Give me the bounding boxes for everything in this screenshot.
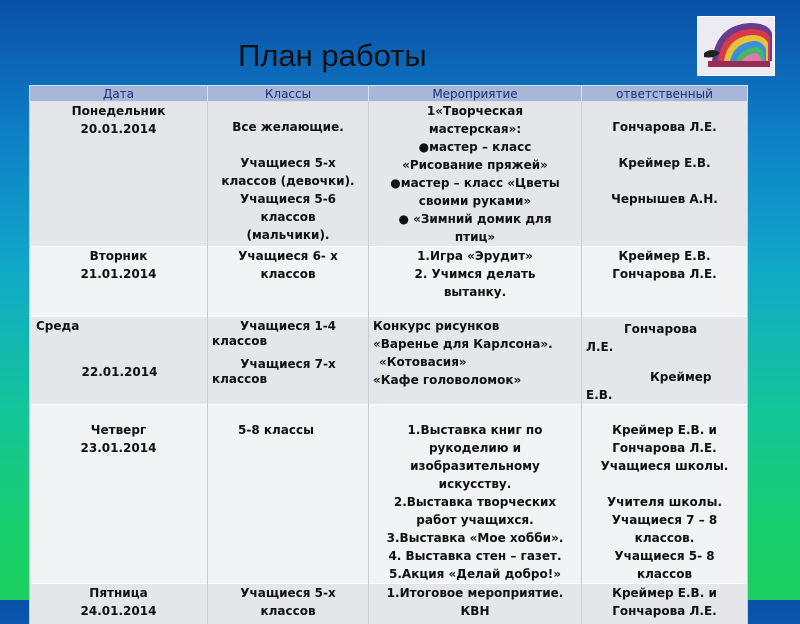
day-name: Четверг bbox=[90, 423, 147, 437]
event-cell bbox=[369, 584, 582, 624]
cell-line: Учащиеся 7 – 8 bbox=[611, 513, 718, 527]
cell-line: Чернышев А.Н. bbox=[611, 192, 718, 206]
cell-line: «Кафе головоломок» bbox=[373, 373, 522, 387]
cell-line: мастерская»: bbox=[428, 122, 522, 136]
cell-line: Креймер Е.В. bbox=[618, 156, 711, 170]
cell-line: 5-8 классы bbox=[238, 423, 314, 437]
header-responsible: ответственный bbox=[582, 86, 748, 102]
date-value: 21.01.2014 bbox=[80, 267, 157, 281]
classes-cell bbox=[208, 405, 369, 584]
cell-line: (мальчики). bbox=[246, 228, 330, 242]
day-name: Вторник bbox=[89, 249, 148, 263]
header-classes: Классы bbox=[208, 86, 369, 102]
cell-line: Гончарова Л.Е. bbox=[612, 604, 717, 618]
cell-line: классов bbox=[260, 604, 316, 618]
cell-line: классов (девочки). bbox=[221, 174, 355, 188]
date-cell bbox=[30, 102, 208, 247]
event-cell bbox=[369, 405, 582, 584]
classes-cell bbox=[208, 584, 369, 624]
cell-line: «Варенье для Карлсона». bbox=[373, 337, 553, 351]
date-value: 20.01.2014 bbox=[80, 122, 157, 136]
cell-line: 1«Творческая bbox=[426, 104, 524, 118]
cell-line: классов bbox=[260, 210, 316, 224]
cell-line: 5.Акция «Делай добро!» bbox=[389, 567, 561, 581]
responsible-cell bbox=[582, 102, 748, 247]
cell-line: 3.Выставка «Мое хобби». bbox=[386, 531, 564, 545]
cell-line: 1.Итоговое мероприятие. bbox=[386, 586, 564, 600]
responsible-cell bbox=[582, 247, 748, 317]
cell-line: ● «Зимний домик для bbox=[398, 212, 552, 226]
table-row bbox=[30, 405, 748, 584]
cell-line: классов. bbox=[634, 531, 695, 545]
cell-line: Гончарова Л.Е. bbox=[612, 441, 717, 455]
cell-line: 2. Учимся делать bbox=[414, 267, 536, 281]
cell-line: 1.Игра «Эрудит» bbox=[417, 249, 533, 263]
cell-line: классов bbox=[260, 267, 316, 281]
classes-cell bbox=[208, 247, 369, 317]
event-cell bbox=[369, 317, 582, 405]
cell-line bbox=[586, 356, 743, 368]
cell-line: Учащиеся 5-х bbox=[240, 156, 336, 170]
cell-line bbox=[586, 475, 743, 493]
cell-line bbox=[586, 136, 743, 154]
date-value: 23.01.2014 bbox=[80, 441, 157, 455]
cell-line: Креймер Е.В. bbox=[618, 249, 711, 263]
cell-line bbox=[212, 136, 364, 154]
day-name: Понедельник bbox=[71, 104, 166, 118]
page-title: План работы bbox=[238, 38, 427, 73]
responsible-cell bbox=[582, 584, 748, 624]
cell-line: Креймер Е.В. и bbox=[612, 423, 717, 437]
cell-line: Все желающие. bbox=[232, 120, 344, 134]
cell-line: Гончарова bbox=[624, 322, 698, 336]
responsible-cell bbox=[582, 405, 748, 584]
cell-line: «Котовасия» bbox=[379, 355, 467, 369]
cell-line: своими руками» bbox=[418, 194, 532, 208]
cell-line: Учащиеся 5-6 bbox=[239, 192, 337, 206]
cell-line: Гончарова Л.Е. bbox=[612, 120, 717, 134]
cell-line: Учащиеся 6- х bbox=[238, 249, 338, 263]
day-name: Среда bbox=[36, 319, 80, 333]
cell-line bbox=[586, 172, 743, 190]
table-row bbox=[30, 102, 748, 247]
cell-line: птиц» bbox=[454, 230, 496, 244]
crafts-thumbnail-image bbox=[697, 16, 775, 76]
cell-line: ●мастер – класс «Цветы bbox=[390, 176, 560, 190]
cell-line: Л.Е. bbox=[586, 340, 614, 354]
cell-line: 1.Выставка книг по bbox=[407, 423, 543, 437]
cell-line: Креймер Е.В. и bbox=[612, 586, 717, 600]
day-name: Пятница bbox=[89, 586, 148, 600]
cell-line: Учителя школы. bbox=[607, 495, 722, 509]
cell-line: Учащиеся школы. bbox=[600, 459, 729, 473]
cell-line: Креймер bbox=[650, 370, 712, 384]
date-cell bbox=[30, 247, 208, 317]
event-cell bbox=[369, 247, 582, 317]
cell-line: Конкурс рисунков bbox=[373, 319, 500, 333]
cell-line: рукоделию и bbox=[428, 441, 522, 455]
cell-line: Учащиеся 5- 8 bbox=[614, 549, 715, 563]
date-cell bbox=[30, 584, 208, 624]
cell-line: Гончарова Л.Е. bbox=[612, 267, 717, 281]
cell-line bbox=[212, 347, 364, 355]
event-cell bbox=[369, 102, 582, 247]
cell-line: классов bbox=[636, 567, 693, 581]
table-row bbox=[30, 247, 748, 317]
responsible-cell bbox=[582, 317, 748, 405]
cell-line: КВН bbox=[460, 604, 490, 618]
cell-line: 4. Выставка стен – газет. bbox=[388, 549, 562, 563]
cell-line: Е.В. bbox=[586, 388, 613, 402]
cell-line: работ учащихся. bbox=[416, 513, 534, 527]
classes-cell bbox=[208, 102, 369, 247]
date-cell bbox=[30, 405, 208, 584]
date-value: 22.01.2014 bbox=[81, 365, 158, 379]
cell-line: вытанку. bbox=[443, 285, 507, 299]
cell-line: 2.Выставка творческих bbox=[393, 495, 557, 509]
classes-cell bbox=[208, 317, 369, 405]
cell-line: классов bbox=[212, 372, 268, 386]
cell-line: Учащиеся 1-4 bbox=[239, 319, 337, 333]
cell-line: классов bbox=[212, 334, 268, 348]
cell-line: Учащиеся 5-х bbox=[240, 586, 336, 600]
table-row bbox=[30, 584, 748, 624]
cell-line: ●мастер – класс bbox=[418, 140, 532, 154]
date-cell bbox=[30, 317, 208, 405]
header-date: Дата bbox=[30, 86, 208, 102]
header-event: Мероприятие bbox=[369, 86, 582, 102]
table-row bbox=[30, 317, 748, 405]
cell-line: Учащиеся 7-х bbox=[240, 357, 336, 371]
cell-line: «Рисование пряжей» bbox=[402, 158, 548, 172]
table-header-row bbox=[30, 86, 748, 102]
work-plan-table bbox=[29, 85, 748, 624]
cell-line: искусству. bbox=[438, 477, 512, 491]
cell-line: изобразительному bbox=[410, 459, 540, 473]
date-value: 24.01.2014 bbox=[80, 604, 157, 618]
